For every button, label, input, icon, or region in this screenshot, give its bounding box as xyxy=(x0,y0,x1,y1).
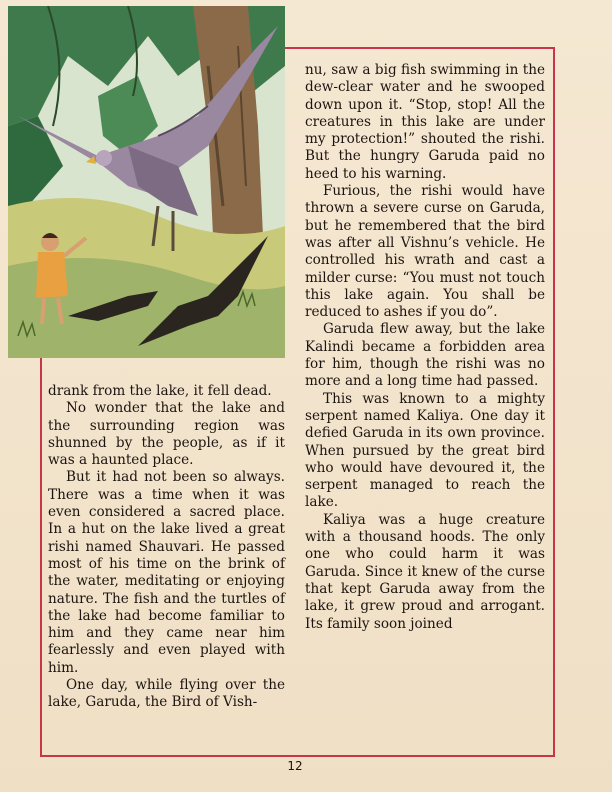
left-text-column xyxy=(48,383,285,712)
frame-rule-left xyxy=(40,358,42,757)
page-number: 12 xyxy=(287,759,303,773)
garuda-bird-icon xyxy=(8,6,285,358)
paragraph: No wonder that the lake and the surrounding region was shunned by the people, as if it was a haunted place. xyxy=(48,400,285,469)
paragraph: drank from the lake, it fell dead. xyxy=(48,383,272,399)
paragraph: Kaliya was a huge creature with a thousand hoods. The only one who could harm it was Garuda. Since it knew of the curse that kept Garuda away from the lake, it grew proud and arrogant. Its family soon joined xyxy=(305,511,545,632)
frame-rule-right xyxy=(553,47,555,757)
paragraph: nu, saw a big fish swimming in the dew-clear water and he swooped down upon it. “Stop, stop! All the creatures in this lake are under my protection!” shouted the rishi. But the hungry Garuda paid no heed to his warning. xyxy=(305,62,545,182)
paragraph: This was known to a mighty serpent named Kaliya. One day it defied Garuda in its own province. When pursued by the great bird who would have devoured it, the serpent managed to reach the lake. xyxy=(305,390,545,511)
frame-rule-bottom xyxy=(40,755,555,757)
frame-rule-top xyxy=(285,47,555,49)
paragraph: Garuda flew away, but the lake Kalindi became a forbidden area for him, though the rishi was no more and a long time had passed. xyxy=(305,321,545,390)
paragraph: But it had not been so always. There was a time when it was even considered a sacred place. In a hut on the lake lived a great rishi named Shauvari. He passed most of his time on the brink of the water, meditating or enjoying nature. The fish and the turtles of the lake had become familiar to him and they came near him fearlessly and even played with him. xyxy=(48,469,285,676)
garuda-illustration xyxy=(8,6,285,358)
paragraph: One day, while flying over the lake, Garuda, the Bird of Vish- xyxy=(48,677,285,711)
right-text-column xyxy=(305,62,545,633)
paragraph: Furious, the rishi would have thrown a severe curse on Garuda, but he remembered that the bird was after all Vishnu’s vehicle. He controlled his wrath and cast a milder curse: “You must not touch this lake again. You shall be reduced to ashes if you do”. xyxy=(305,183,545,321)
